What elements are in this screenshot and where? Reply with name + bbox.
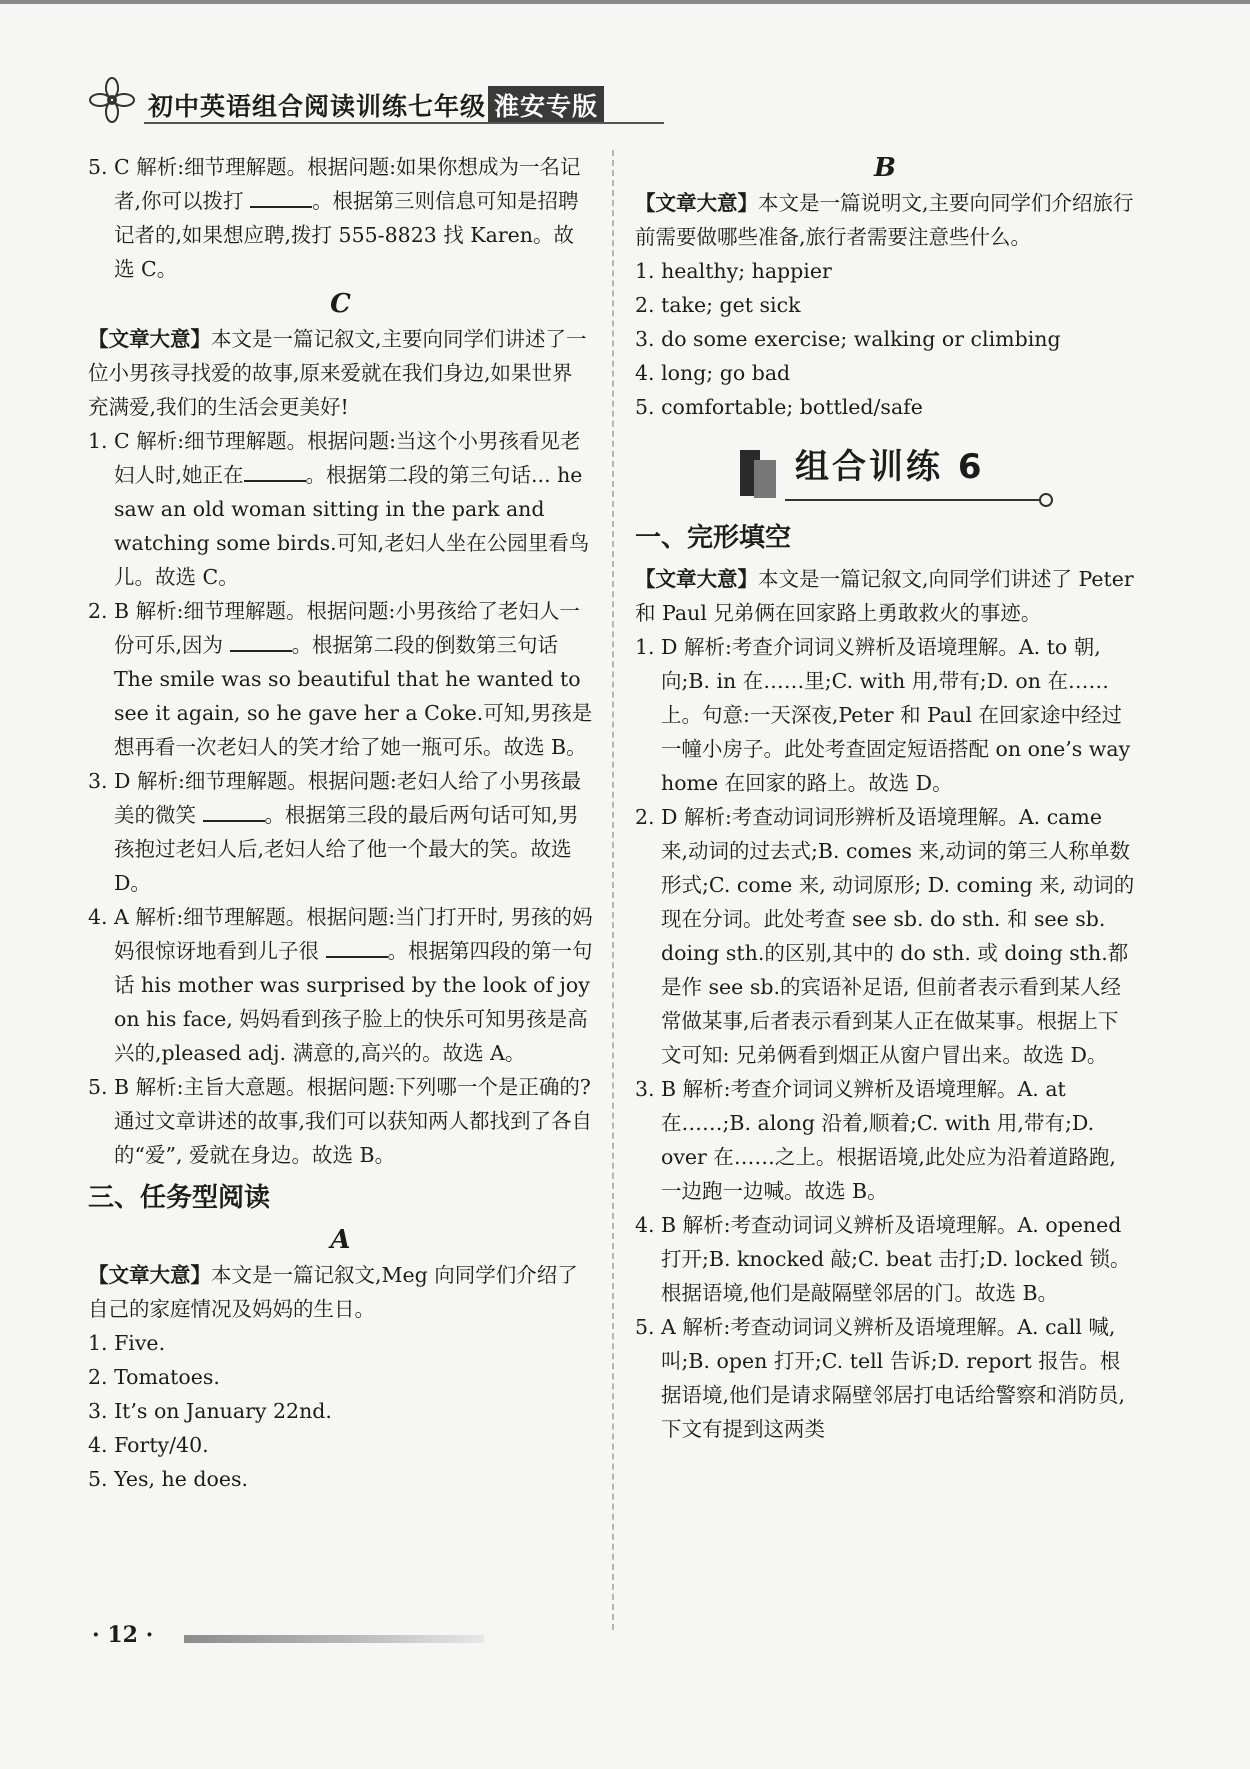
item-text: D 解析:考查介词词义辨析及语境理解。A. to 朝,向;B. in 在……里;C. with 用,带有;D. on 在……上。句意:一天深夜,Peter 和 Paul 在回家途中经过一幢小房子。此处考查固定短语搭配 on one’s way home 在回家的路上。故选 D。 <box>661 635 1131 795</box>
item-number: 2. <box>635 805 655 829</box>
item-text: B 解析:考查介词词义辨析及语境理解。A. at 在……;B. along 沿着,顺着;C. with 用,带有;D. over 在……之上。根据语境,此处应为沿着道路跑,一边跑一边喊。故选 B。 <box>661 1077 1116 1203</box>
summary-a <box>88 1258 593 1326</box>
answer-item <box>88 1070 593 1172</box>
item-text-cont: 。根据第二段的倒数第三句话 The smile was so beautiful that he wanted to see it again, so he gave her a Coke.可知,男孩是想再看一次老妇人的笑才给了她一瓶可乐。故选 B。 <box>114 633 593 759</box>
answer-item <box>88 424 593 594</box>
page-header <box>88 72 608 132</box>
column-divider <box>612 150 614 1630</box>
short-answer: 4. long; go bad <box>635 361 791 385</box>
item-number: 2. <box>88 599 108 623</box>
item-number: 3. <box>635 1077 655 1101</box>
answer-item <box>635 800 1135 1072</box>
answer-item <box>88 900 593 1070</box>
summary-tag: 【文章大意】 <box>88 327 211 351</box>
summary-tag: 【文章大意】 <box>635 567 758 591</box>
item-number: 5. <box>88 1075 108 1099</box>
short-answer: 1. healthy; happier <box>635 259 832 283</box>
blank-line <box>230 632 292 652</box>
blank-line <box>203 802 265 822</box>
summary-tag: 【文章大意】 <box>88 1263 211 1287</box>
item-number: 5. <box>635 1315 655 1339</box>
banner-rule <box>785 499 1043 501</box>
short-answer: 5. comfortable; bottled/safe <box>635 395 923 419</box>
item-number: 1. <box>635 635 655 659</box>
short-answer: 1. Five. <box>88 1331 166 1355</box>
right-column <box>635 150 1135 1446</box>
flower-logo-icon <box>88 76 136 124</box>
summary-text: 本文是一篇记叙文,向同学们讲述了 Peter 和 Paul 兄弟俩在回家路上勇敢救火的事迹。 <box>635 567 1134 625</box>
short-answer: 3. do some exercise; walking or climbing <box>635 327 1061 351</box>
short-answer: 2. take; get sick <box>635 293 801 317</box>
section-letter-a: A <box>330 1225 351 1255</box>
summary-text: 本文是一篇记叙文,Meg 向同学们介绍了自己的家庭情况及妈妈的生日。 <box>88 1263 578 1321</box>
item-text: D 解析:考查动词词形辨析及语境理解。A. came 来,动词的过去式;B. comes 来,动词的第三人称单数形式;C. come 来, 动词原形; D. coming 来, 动词的现在分词。此处考查 see sb. do sth. 和 see sb. doing sth.的区别,其中的 do sth. 或 doing sth.都是作 see sb.的宾语补足语, 但前者表示看到某人经常做某事,后者表示看到某人正在做某事。根据上下文可知: 兄弟俩看到烟正从窗户冒出来。故选 D。 <box>661 805 1135 1067</box>
unit-title: 组合训练 6 <box>795 447 985 487</box>
section-heading-task-reading: 三、任务型阅读 <box>88 1183 271 1213</box>
item-text: C 解析:细节理解题。根据问题:如果你想成为一名记者,你可以拨打 <box>114 155 581 213</box>
item-text-cont: 。根据第三则信息可知是招聘记者的,如果想应聘,拨打 555-8823 找 Karen。故选 C。 <box>114 189 579 281</box>
header-title <box>148 86 604 124</box>
summary-cloze <box>635 562 1135 630</box>
item-number: 4. <box>635 1213 655 1237</box>
answer-item <box>635 1310 1135 1446</box>
summary-text: 本文是一篇说明文,主要向同学们介绍旅行前需要做哪些准备,旅行者需要注意些什么。 <box>635 191 1134 249</box>
answer-item <box>88 594 593 764</box>
item-text-cont: 。根据第三段的最后两句话可知,男孩抱过老妇人后,老妇人给了他一个最大的笑。故选 D。 <box>114 803 579 895</box>
item-number: 3. <box>88 769 108 793</box>
unit-banner <box>635 444 1135 508</box>
short-answer: 5. Yes, he does. <box>88 1467 248 1491</box>
page-top-edge <box>0 0 1250 4</box>
item-text-cont: 。根据第四段的第一句话 his mother was surprised by the look of joy on his face, 妈妈看到孩子脸上的快乐可知男孩是高兴的,pleased adj. 满意的,高兴的。故选 A。 <box>114 939 593 1065</box>
short-answer: 3. It’s on January 22nd. <box>88 1399 332 1423</box>
answer-item <box>88 764 593 900</box>
blank-line <box>250 188 312 208</box>
short-answer: 4. Forty/40. <box>88 1433 209 1457</box>
summary-c <box>88 322 593 424</box>
blank-line <box>244 462 306 482</box>
banner-dot-icon <box>1039 493 1053 507</box>
item-number: 4. <box>88 905 108 929</box>
left-column <box>88 150 593 1496</box>
item-text: B 解析:主旨大意题。根据问题:下列哪一个是正确的? 通过文章讲述的故事,我们可以获知两人都找到了各自的“爱”, 爱就在身边。故选 B。 <box>114 1075 593 1167</box>
page-footer <box>92 1622 492 1652</box>
book-icon <box>740 450 778 496</box>
summary-b <box>635 186 1135 254</box>
summary-text: 本文是一篇记叙文,主要向同学们讲述了一位小男孩寻找爱的故事,原来爱就在我们身边,如果世界充满爱,我们的生活会更美好! <box>88 327 587 419</box>
summary-tag: 【文章大意】 <box>635 191 758 215</box>
header-rule <box>144 122 664 124</box>
answer-item <box>635 1072 1135 1208</box>
footer-gradient-bar <box>184 1635 484 1643</box>
answer-item <box>635 630 1135 800</box>
item-text: B 解析:考查动词词义辨析及语境理解。A. opened 打开;B. knocked 敲;C. beat 击打;D. locked 锁。根据语境,他们是敲隔壁邻居的门。故选 B。 <box>661 1213 1131 1305</box>
section-letter-c: C <box>330 289 351 319</box>
book-title: 初中英语组合阅读训练七年级 <box>148 92 487 121</box>
item-text: A 解析:考查动词词义辨析及语境理解。A. call 喊, 叫;B. open 打开;C. tell 告诉;D. report 报告。根据语境,他们是请求隔壁邻居打电话给警察和消防员,下文有提到这两类 <box>661 1315 1126 1441</box>
item-text: D 解析:细节理解题。根据问题:老妇人给了小男孩最美的微笑 <box>114 769 582 827</box>
section-letter-b: B <box>874 153 896 183</box>
item-number: 5. <box>88 155 108 179</box>
edition-badge: 淮安专版 <box>488 86 604 124</box>
short-answer: 2. Tomatoes. <box>88 1365 220 1389</box>
section-heading-cloze: 一、完形填空 <box>635 523 792 553</box>
item-text: B 解析:细节理解题。根据问题:小男孩给了老妇人一份可乐,因为 <box>114 599 580 657</box>
answer-item <box>635 1208 1135 1310</box>
item-text: A 解析:细节理解题。根据问题:当门打开时, 男孩的妈妈很惊讶地看到儿子很 <box>114 905 593 963</box>
answer-item <box>88 150 593 286</box>
blank-line <box>326 938 388 958</box>
item-text-cont: 。根据第二段的第三句话... he saw an old woman sitting in the park and watching some birds.可知,老妇人坐在公园里看鸟儿。故选 C。 <box>114 463 590 589</box>
page-number: · 12 · <box>92 1622 154 1648</box>
item-number: 1. <box>88 429 108 453</box>
item-text: C 解析:细节理解题。根据问题:当这个小男孩看见老妇人时,她正在 <box>114 429 581 487</box>
